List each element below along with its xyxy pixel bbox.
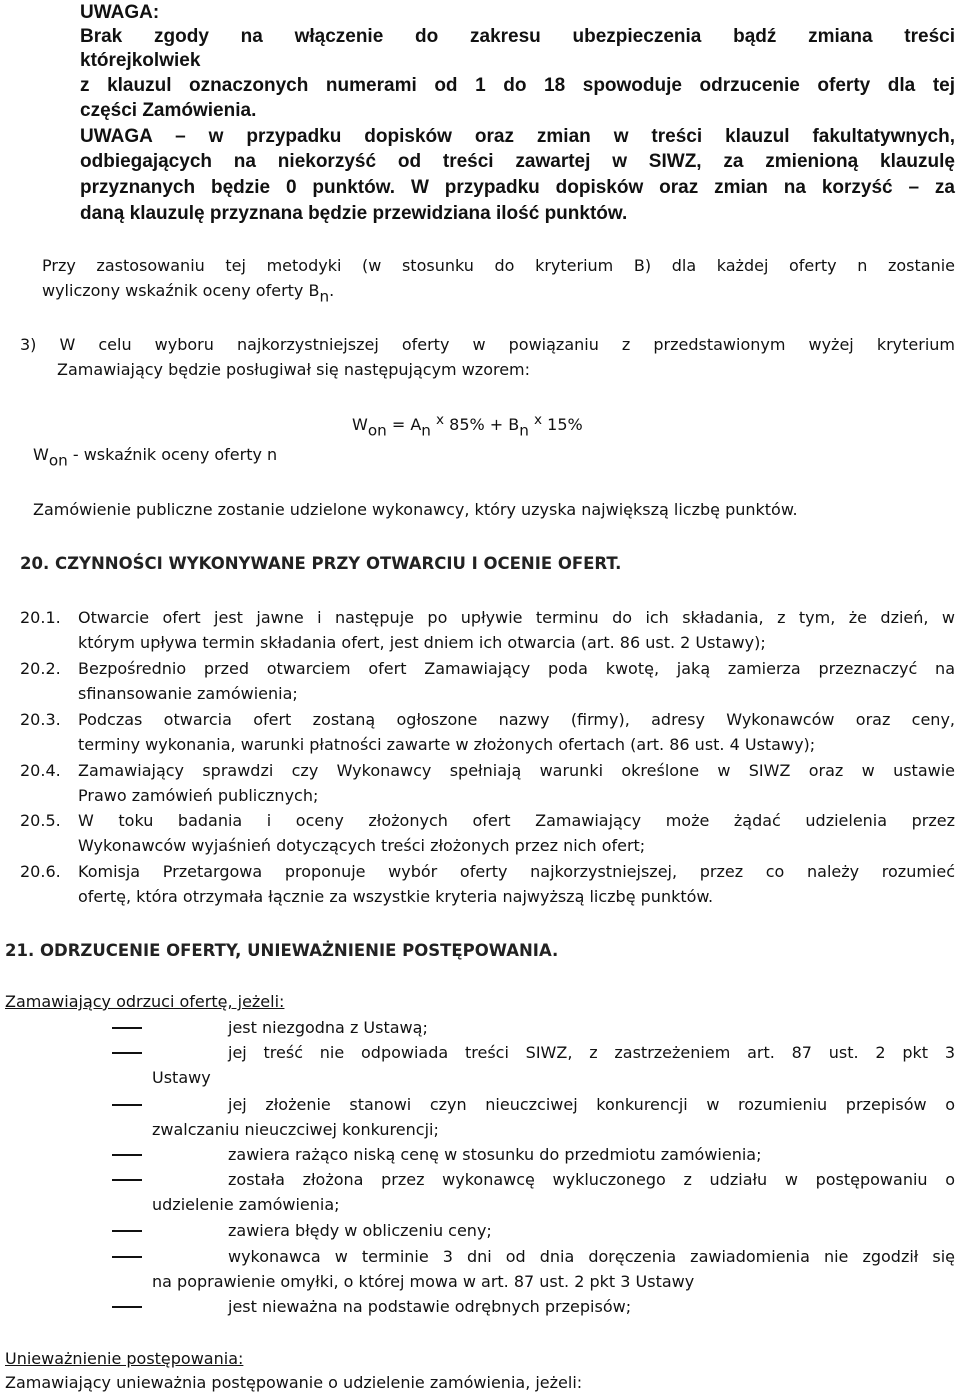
list-item: Komisja Przetargowa proponuje wybór oferty najkorzystniejszej, przez co należy rozumieć: [78, 862, 955, 881]
dash-bullet: [112, 1179, 142, 1181]
method-text-line: wyliczony wskaźnik oceny oferty $B_n$.: [42, 281, 335, 306]
warning-text-line: części Zamówienia.: [80, 100, 257, 121]
method-text-line: Przy zastosowaniu tej metodyki (w stosunku do kryterium B) dla każdej oferty n zostanie: [42, 256, 955, 275]
note-text-line: UWAGA – w przypadku dopisków oraz zmian w treści klauzul fakultatywnych,: [80, 126, 955, 147]
list-item: zawiera rażąco niską cenę w stosunku do przedmiotu zamówienia;: [228, 1145, 762, 1164]
item-number: 20.2.: [20, 659, 61, 678]
list-item: została złożona przez wykonawcę wykluczonego z udziału w postępowaniu o: [228, 1170, 955, 1189]
list-item: jest nieważna na podstawie odrębnych przepisów;: [228, 1297, 632, 1316]
formula: $W_{on} = A_n$ $^x$ $85\% + B_n$ $^x$ 15%: [352, 411, 583, 440]
list-item: W toku badania i oceny złożonych ofert Zamawiający może żądać udzielenia przez: [78, 811, 955, 830]
note-text-line: odbiegających na niekorzyść od treści zawartej w SIWZ, za zmienioną klauzulę: [80, 151, 955, 172]
list-item-cont: ofertę, która otrzymała łącznie za wszystkie kryteria najwyższą liczbę punktów.: [78, 887, 714, 906]
list-item: wykonawca w terminie 3 dni od dnia doręczenia zawiadomienia nie zgodził się: [228, 1247, 955, 1266]
reject-intro: Zamawiający odrzuci ofertę, jeżeli:: [5, 992, 285, 1011]
item-number: 20.4.: [20, 761, 61, 780]
list-item: Otwarcie ofert jest jawne i następuje po upływie terminu do ich składania, z tym, że dzień, w: [78, 608, 955, 627]
warning-text-line: z klauzul oznaczonych numerami od 1 do 18 spowoduje odrzucenie oferty dla tej: [80, 75, 955, 96]
list-item-cont: udzielenie zamówienia;: [152, 1195, 340, 1214]
note-text-line: daną klauzulę przyznana będzie przewidziana ilość punktów.: [80, 203, 628, 224]
warning-label: UWAGA:: [80, 2, 160, 23]
item-number: 20.1.: [20, 608, 61, 627]
section-20-title: 20. CZYNNOŚCI WYKONYWANE PRZY OTWARCIU I OCENIE OFERT.: [20, 554, 622, 573]
dash-bullet: [112, 1256, 142, 1258]
award-text: Zamówienie publiczne zostanie udzielone wykonawcy, który uzyska największą liczbę punktów.: [33, 500, 798, 519]
list-item: jej treść nie odpowiada treści SIWZ, z zastrzeżeniem art. 87 ust. 2 pkt 3: [228, 1043, 955, 1062]
item-number: 20.3.: [20, 710, 61, 729]
item-number: 20.5.: [20, 811, 61, 830]
list-item: Zamawiający sprawdzi czy Wykonawcy spełniają warunki określone w SIWZ oraz w ustawie: [78, 761, 955, 780]
section-21-title: 21. ODRZUCENIE OFERTY, UNIEWAŻNIENIE POSTĘPOWANIA.: [5, 941, 559, 960]
annul-title: Unieważnienie postępowania:: [5, 1349, 244, 1368]
list-item: Bezpośrednio przed otwarciem ofert Zamawiający poda kwotę, jaką zamierza przeznaczyć na: [78, 659, 955, 678]
note-text-line: przyznanych będzie 0 punktów. W przypadku dopisków oraz zmian na korzyść – za: [80, 177, 955, 198]
point3-text-line: 3) W celu wyboru najkorzystniejszej oferty w powiązaniu z przedstawionym wyżej kryterium: [20, 335, 955, 354]
dash-bullet: [112, 1230, 142, 1232]
list-item: zawiera błędy w obliczeniu ceny;: [228, 1221, 492, 1240]
dash-bullet: [112, 1052, 142, 1054]
list-item-cont: Ustawy: [152, 1068, 211, 1087]
dash-bullet: [112, 1104, 142, 1106]
list-item-cont: zwalczaniu nieuczciwej konkurencji;: [152, 1120, 439, 1139]
list-item-cont: terminy wykonania, warunki płatności zawarte w złożonych ofertach (art. 86 ust. 4 Ustawy);: [78, 735, 816, 754]
list-item-cont: którym upływa termin składania ofert, jest dniem ich otwarcia (art. 86 ust. 2 Ustawy);: [78, 633, 766, 652]
list-item-cont: Prawo zamówień publicznych;: [78, 786, 319, 805]
dash-bullet: [112, 1027, 142, 1029]
list-item: jej złożenie stanowi czyn nieuczciwej konkurencji w rozumieniu przepisów o: [228, 1095, 955, 1114]
dash-bullet: [112, 1154, 142, 1156]
warning-text-line: Brak zgody na włączenie do zakresu ubezpieczenia bądź zmiana treści: [80, 26, 955, 47]
list-item-cont: na poprawienie omyłki, o której mowa w art. 87 ust. 2 pkt 3 Ustawy: [152, 1272, 695, 1291]
list-item-cont: sfinansowanie zamówienia;: [78, 684, 298, 703]
item-number: 20.6.: [20, 862, 61, 881]
dash-bullet: [112, 1306, 142, 1308]
list-item: jest niezgodna z Ustawą;: [228, 1018, 428, 1037]
list-item-cont: Wykonawców wyjaśnień dotyczących treści złożonych przez nich ofert;: [78, 836, 646, 855]
annul-text: Zamawiający unieważnia postępowanie o udzielenie zamówienia, jeżeli:: [5, 1373, 583, 1392]
list-item: Podczas otwarcia ofert zostaną ogłoszone nazwy (firmy), adresy Wykonawców oraz ceny,: [78, 710, 955, 729]
point3-text-line: Zamawiający będzie posługiwał się następującym wzorem:: [57, 360, 531, 379]
formula-legend: $W_{on}$ - wskaźnik oceny oferty n: [33, 445, 278, 470]
warning-text-line: którejkolwiek: [80, 50, 201, 71]
